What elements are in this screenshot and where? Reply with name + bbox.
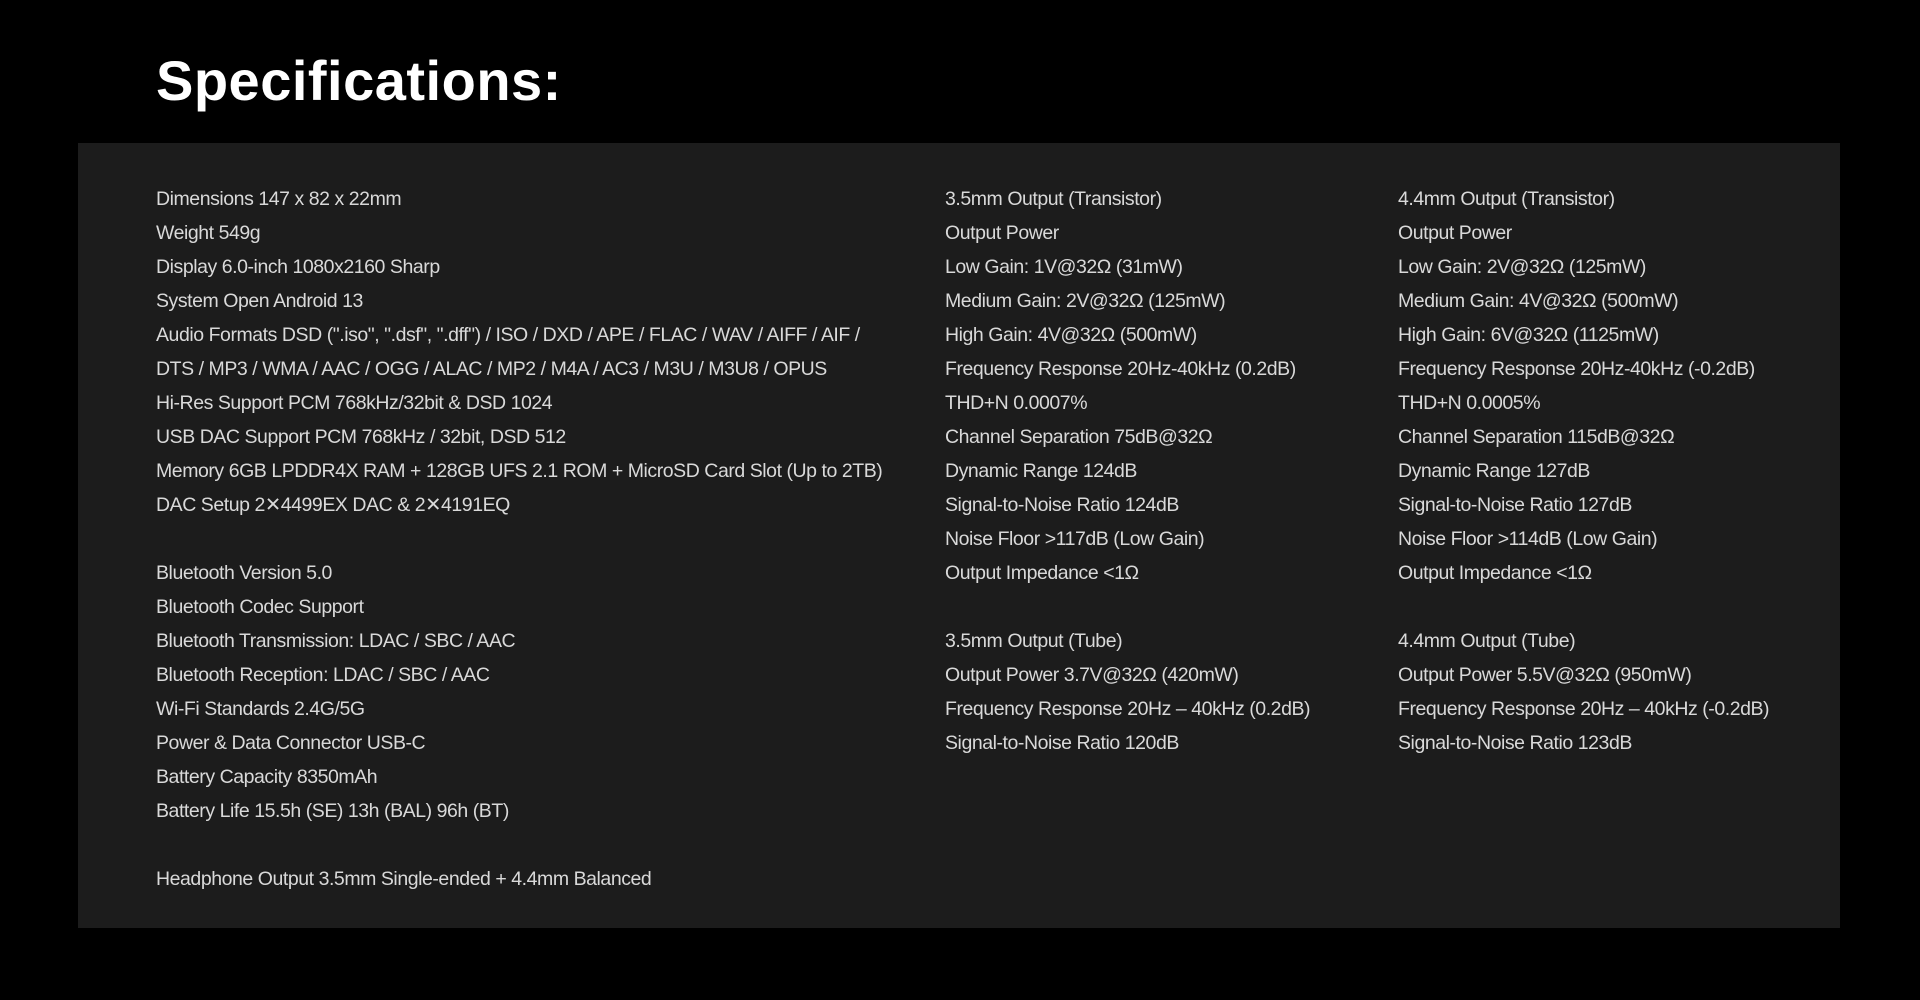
- spec-low-gain: Low Gain: 1V@32Ω (31mW): [945, 256, 1183, 278]
- spec-tube-signal-to-noise: Signal-to-Noise Ratio 123dB: [1398, 732, 1632, 754]
- 3-5mm-output-column: [945, 182, 1375, 760]
- spec-wifi-standards: Wi-Fi Standards 2.4G/5G: [156, 698, 365, 720]
- spec-channel-separation: Channel Separation 115dB@32Ω: [1398, 426, 1675, 448]
- spec-usb-dac-support: USB DAC Support PCM 768kHz / 32bit, DSD 512: [156, 426, 566, 448]
- spec-output-impedance: Output Impedance <1Ω: [1398, 562, 1592, 584]
- spec-weight: Weight 549g: [156, 222, 261, 244]
- spec-noise-floor: Noise Floor >117dB (Low Gain): [945, 528, 1205, 550]
- spec-dynamic-range: Dynamic Range 124dB: [945, 460, 1137, 482]
- spec-bluetooth-codec-support: Bluetooth Codec Support: [156, 596, 364, 618]
- spec-bluetooth-transmission: Bluetooth Transmission: LDAC / SBC / AAC: [156, 630, 516, 652]
- spacer: [156, 522, 916, 556]
- spec-high-gain: High Gain: 4V@32Ω (500mW): [945, 324, 1197, 346]
- spec-headphone-output: Headphone Output 3.5mm Single-ended + 4.4mm Balanced: [156, 868, 652, 890]
- spec-tube-output-power: Output Power 3.7V@32Ω (420mW): [945, 664, 1239, 686]
- spec-medium-gain: Medium Gain: 4V@32Ω (500mW): [1398, 290, 1679, 312]
- section-heading-4-4mm-transistor: 4.4mm Output (Transistor): [1398, 188, 1615, 210]
- section-heading-3-5mm-tube: 3.5mm Output (Tube): [945, 630, 1123, 652]
- spec-high-gain: High Gain: 6V@32Ω (1125mW): [1398, 324, 1659, 346]
- spec-hi-res-support: Hi-Res Support PCM 768kHz/32bit & DSD 1024: [156, 392, 553, 414]
- spec-bluetooth-version: Bluetooth Version 5.0: [156, 562, 332, 584]
- spec-medium-gain: Medium Gain: 2V@32Ω (125mW): [945, 290, 1226, 312]
- spec-dac-setup: DAC Setup 2✕4499EX DAC & 2✕4191EQ: [156, 494, 510, 516]
- spec-tube-output-power: Output Power 5.5V@32Ω (950mW): [1398, 664, 1692, 686]
- spacer: [945, 590, 1375, 624]
- general-specs-column: [156, 182, 916, 896]
- spec-tube-frequency-response: Frequency Response 20Hz – 40kHz (-0.2dB): [1398, 698, 1770, 720]
- spec-display: Display 6.0-inch 1080x2160 Sharp: [156, 256, 440, 278]
- spec-memory: Memory 6GB LPDDR4X RAM + 128GB UFS 2.1 ROM + MicroSD Card Slot (Up to 2TB): [156, 460, 883, 482]
- spec-bluetooth-reception: Bluetooth Reception: LDAC / SBC / AAC: [156, 664, 490, 686]
- spec-audio-formats: Audio Formats DSD (".iso", ".dsf", ".dff") / ISO / DXD / APE / FLAC / WAV / AIFF / AIF /: [156, 324, 860, 346]
- page-title: Specifications:: [156, 49, 562, 112]
- spec-output-power: Output Power: [945, 222, 1059, 244]
- spec-tube-signal-to-noise: Signal-to-Noise Ratio 120dB: [945, 732, 1179, 754]
- spec-channel-separation: Channel Separation 75dB@32Ω: [945, 426, 1213, 448]
- section-heading-3-5mm-transistor: 3.5mm Output (Transistor): [945, 188, 1162, 210]
- spec-dynamic-range: Dynamic Range 127dB: [1398, 460, 1590, 482]
- spec-battery-capacity: Battery Capacity 8350mAh: [156, 766, 378, 788]
- spec-output-impedance: Output Impedance <1Ω: [945, 562, 1139, 584]
- spec-thd-n: THD+N 0.0005%: [1398, 392, 1541, 414]
- spec-noise-floor: Noise Floor >114dB (Low Gain): [1398, 528, 1658, 550]
- spec-frequency-response: Frequency Response 20Hz-40kHz (0.2dB): [945, 358, 1296, 380]
- spec-battery-life: Battery Life 15.5h (SE) 13h (BAL) 96h (BT): [156, 800, 509, 822]
- spec-output-power: Output Power: [1398, 222, 1512, 244]
- spec-tube-frequency-response: Frequency Response 20Hz – 40kHz (0.2dB): [945, 698, 1311, 720]
- specifications-panel: [78, 143, 1840, 928]
- spacer: [1398, 590, 1828, 624]
- spec-thd-n: THD+N 0.0007%: [945, 392, 1088, 414]
- spacer: [156, 828, 916, 862]
- spec-system: System Open Android 13: [156, 290, 363, 312]
- spec-audio-formats-continued: DTS / MP3 / WMA / AAC / OGG / ALAC / MP2 / M4A / AC3 / M3U / M3U8 / OPUS: [156, 358, 827, 380]
- spec-signal-to-noise: Signal-to-Noise Ratio 124dB: [945, 494, 1179, 516]
- spec-signal-to-noise: Signal-to-Noise Ratio 127dB: [1398, 494, 1632, 516]
- spec-power-data-connector: Power & Data Connector USB-C: [156, 732, 426, 754]
- section-heading-4-4mm-tube: 4.4mm Output (Tube): [1398, 630, 1576, 652]
- spec-frequency-response: Frequency Response 20Hz-40kHz (-0.2dB): [1398, 358, 1755, 380]
- spec-dimensions: Dimensions 147 x 82 x 22mm: [156, 188, 402, 210]
- spec-low-gain: Low Gain: 2V@32Ω (125mW): [1398, 256, 1646, 278]
- 4-4mm-output-column: [1398, 182, 1828, 760]
